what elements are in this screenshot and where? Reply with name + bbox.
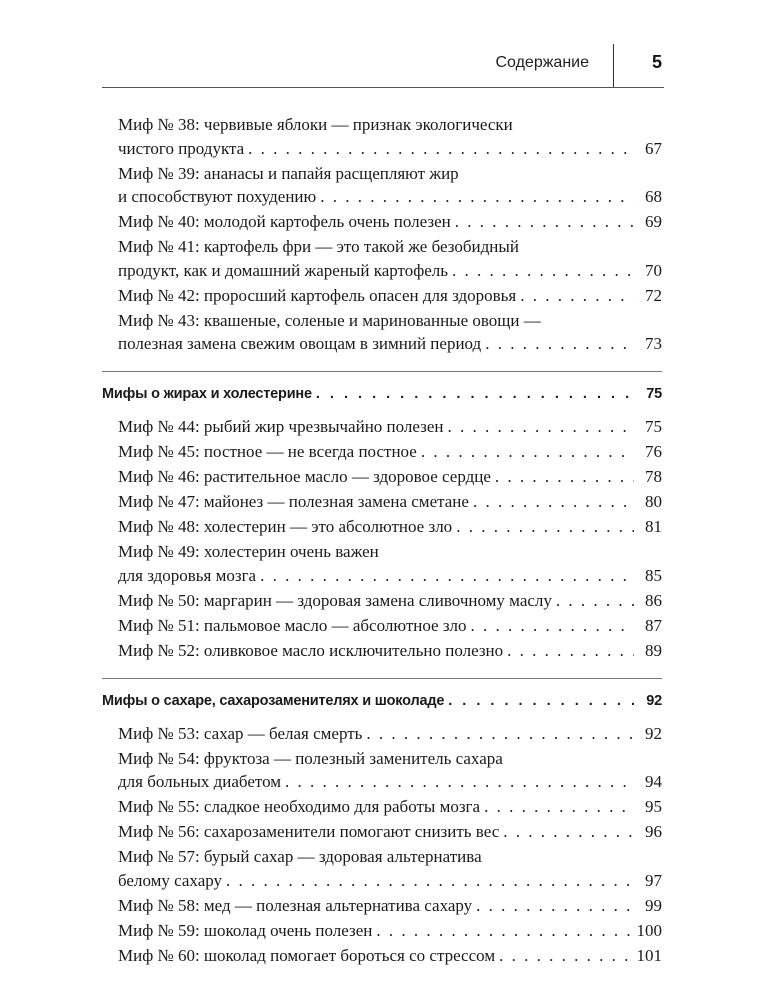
toc-entry-line [118,770,662,794]
dot-leader [556,589,634,613]
toc-entry-page-number: 101 [636,945,662,965]
toc-entry-page-number: 72 [645,285,662,305]
toc-entry-line [118,614,662,638]
toc-entry-line [118,309,662,333]
dot-leader [376,919,632,943]
toc-entry[interactable] [102,722,662,746]
running-head-title: Содержание [495,54,589,71]
dot-leader [485,332,634,356]
toc-entry-page-number: 92 [645,723,662,743]
toc-entry-line [118,944,662,968]
toc-entry-page-number: 99 [645,895,662,915]
toc-entry-page-number: 95 [645,797,662,816]
toc-entry-page-number: 94 [645,772,662,791]
toc-entry[interactable] [102,515,662,539]
toc-entry-page-number: 100 [636,920,662,940]
section-heading-text: Мифы о сахаре, сахарозаменителях и шоколаде [102,692,445,709]
toc-entry[interactable] [102,284,662,308]
toc-entry-line [118,284,662,308]
toc-entry-text: Миф № 55: сладкое необходимо для работы мозга [118,797,481,816]
toc-entry[interactable] [102,589,662,613]
toc-entry-line [118,162,662,186]
toc-entry-line [118,845,662,869]
dot-leader [520,284,634,308]
section-heading-text: Мифы о жирах и холестерине [102,386,312,402]
table-of-contents [102,113,662,994]
dot-leader [285,770,634,794]
toc-entry-line [118,564,662,588]
page-number: 5 [652,52,663,72]
toc-entry-line [118,113,662,137]
dot-leader [503,820,634,844]
toc-entry-page-number: 73 [645,334,662,353]
toc-entry-text: Миф № 53: сахар — белая смерть [118,723,363,743]
dot-leader [226,869,634,893]
toc-entry[interactable] [102,845,662,892]
dot-leader [448,690,634,712]
toc-entry-page-number: 86 [645,590,662,610]
dot-leader [366,722,634,746]
toc-entry-text: Миф № 39: ананасы и папайя расщепляют жир [118,163,459,183]
toc-entry-text: Миф № 38: червивые яблоки — признак экологически [118,115,513,134]
dot-leader [499,944,632,968]
toc-entry-line [118,210,662,234]
toc-entry[interactable] [102,210,662,234]
running-head [0,48,767,82]
toc-entry[interactable] [102,440,662,464]
toc-entry[interactable] [102,894,662,918]
section-page-number: 92 [646,692,662,709]
toc-entry[interactable] [102,309,662,356]
dot-leader [316,383,634,405]
toc-entry-page-number: 78 [645,467,662,486]
toc-entry-line [118,259,662,283]
toc-entry-text: Миф № 47: майонез — полезная замена сметане [118,492,469,511]
dot-leader [320,185,634,209]
toc-entry-text: Миф № 49: холестерин очень важен [118,542,379,561]
toc-entry-text: белому сахару [118,870,223,890]
toc-entry[interactable] [102,944,662,968]
toc-entry-page-number: 87 [645,615,662,635]
toc-entry[interactable] [102,415,662,439]
toc-entry-text: Миф № 60: шоколад помогает бороться со стрессом [118,945,496,965]
dot-leader [455,210,634,234]
toc-entry-text: для здоровья мозга [118,565,257,585]
toc-section [102,113,662,372]
toc-entry[interactable] [102,490,662,514]
toc-entry-text: Миф № 57: бурый сахар — здоровая альтернатива [118,847,482,866]
toc-entry-page-number: 67 [645,138,662,158]
toc-entry-line [118,919,662,943]
toc-entry-text: Миф № 40: молодой картофель очень полезен [118,212,451,231]
toc-entry[interactable] [102,820,662,844]
section-page-number: 75 [646,386,662,402]
toc-entry-line [118,440,662,464]
toc-entry-line [118,490,662,514]
dot-leader [452,259,634,283]
toc-entry[interactable] [102,919,662,943]
header-rule [102,87,664,88]
toc-entry[interactable] [102,162,662,209]
toc-entry-line [118,894,662,918]
dot-leader [495,465,634,489]
toc-entry-page-number: 96 [645,822,662,841]
toc-entry-text: чистого продукта [118,138,245,158]
toc-entry[interactable] [102,540,662,587]
toc-entry-text: Миф № 51: пальмовое масло — абсолютное зло [118,615,467,635]
toc-entry-text: Миф № 43: квашеные, соленые и маринованные овощи — [118,310,541,330]
toc-entry-text: и способствуют похудению [118,187,317,206]
toc-entry-page-number: 85 [645,565,662,585]
toc-entry-page-number: 68 [645,187,662,206]
dot-leader [421,440,634,464]
toc-entry-line [118,185,662,209]
toc-entry-line [118,869,662,893]
toc-section-heading[interactable] [102,383,662,405]
toc-entry-line [118,332,662,356]
toc-entry-text: Миф № 59: шоколад очень полезен [118,920,373,940]
toc-entry-page-number: 75 [645,417,662,436]
toc-section [102,690,662,983]
toc-entry-text: Миф № 44: рыбий жир чрезвычайно полезен [118,417,444,436]
toc-section [102,383,662,679]
toc-entry-line [118,589,662,613]
toc-entry[interactable] [102,113,662,160]
dot-leader [448,415,634,439]
dot-leader [476,894,634,918]
toc-entry[interactable] [102,235,662,282]
dot-leader [507,639,634,663]
toc-entry-line [118,639,662,663]
toc-section-heading[interactable] [102,690,662,712]
toc-entry-text: полезная замена свежим овощам в зимний период [118,334,482,353]
toc-entry-page-number: 81 [645,517,662,536]
dot-leader [456,515,634,539]
toc-entry[interactable] [102,639,662,663]
toc-entry-line [118,540,662,564]
toc-entry-page-number: 70 [645,260,662,280]
dot-leader [248,137,634,161]
toc-entry[interactable] [102,795,662,819]
toc-entry-page-number: 76 [645,442,662,461]
toc-entry-text: Миф № 42: проросший картофель опасен для здоровья [118,285,517,305]
toc-entry-line [118,722,662,746]
toc-entry-line [118,465,662,489]
toc-entry-line [118,415,662,439]
toc-entry-text: продукт, как и домашний жареный картофель [118,260,449,280]
toc-entry-line [118,795,662,819]
dot-leader [484,795,634,819]
toc-entry-page-number: 80 [645,492,662,511]
toc-entry-text: Миф № 58: мед — полезная альтернатива сахару [118,895,473,915]
toc-entry-line [118,747,662,771]
toc-entry-text: Миф № 41: картофель фри — это такой же безобидный [118,237,519,256]
toc-entry[interactable] [102,747,662,794]
dot-leader [473,490,634,514]
toc-entry-text: Миф № 56: сахарозаменители помогают снизить вес [118,822,500,841]
toc-entry-page-number: 97 [645,870,662,890]
toc-entry-line [118,235,662,259]
toc-entry[interactable] [102,614,662,638]
dot-leader [260,564,634,588]
dot-leader [471,614,634,638]
toc-entry-text: Миф № 45: постное — не всегда постное [118,442,417,461]
toc-entry-line [118,820,662,844]
toc-entry-text: Миф № 48: холестерин — это абсолютное зло [118,517,453,536]
toc-entry[interactable] [102,465,662,489]
toc-entry-text: для больных диабетом [118,772,282,791]
toc-entry-line [118,515,662,539]
toc-entry-page-number: 89 [645,640,662,660]
toc-entry-text: Миф № 52: оливковое масло исключительно полезно [118,640,504,660]
toc-entry-page-number: 69 [645,212,662,231]
toc-entry-text: Миф № 50: маргарин — здоровая замена сливочному маслу [118,590,552,610]
toc-entry-line [118,137,662,161]
header-divider [613,44,614,88]
toc-entry-text: Миф № 54: фруктоза — полезный заменитель сахара [118,748,503,768]
toc-entry-text: Миф № 46: растительное масло — здоровое сердце [118,467,491,486]
